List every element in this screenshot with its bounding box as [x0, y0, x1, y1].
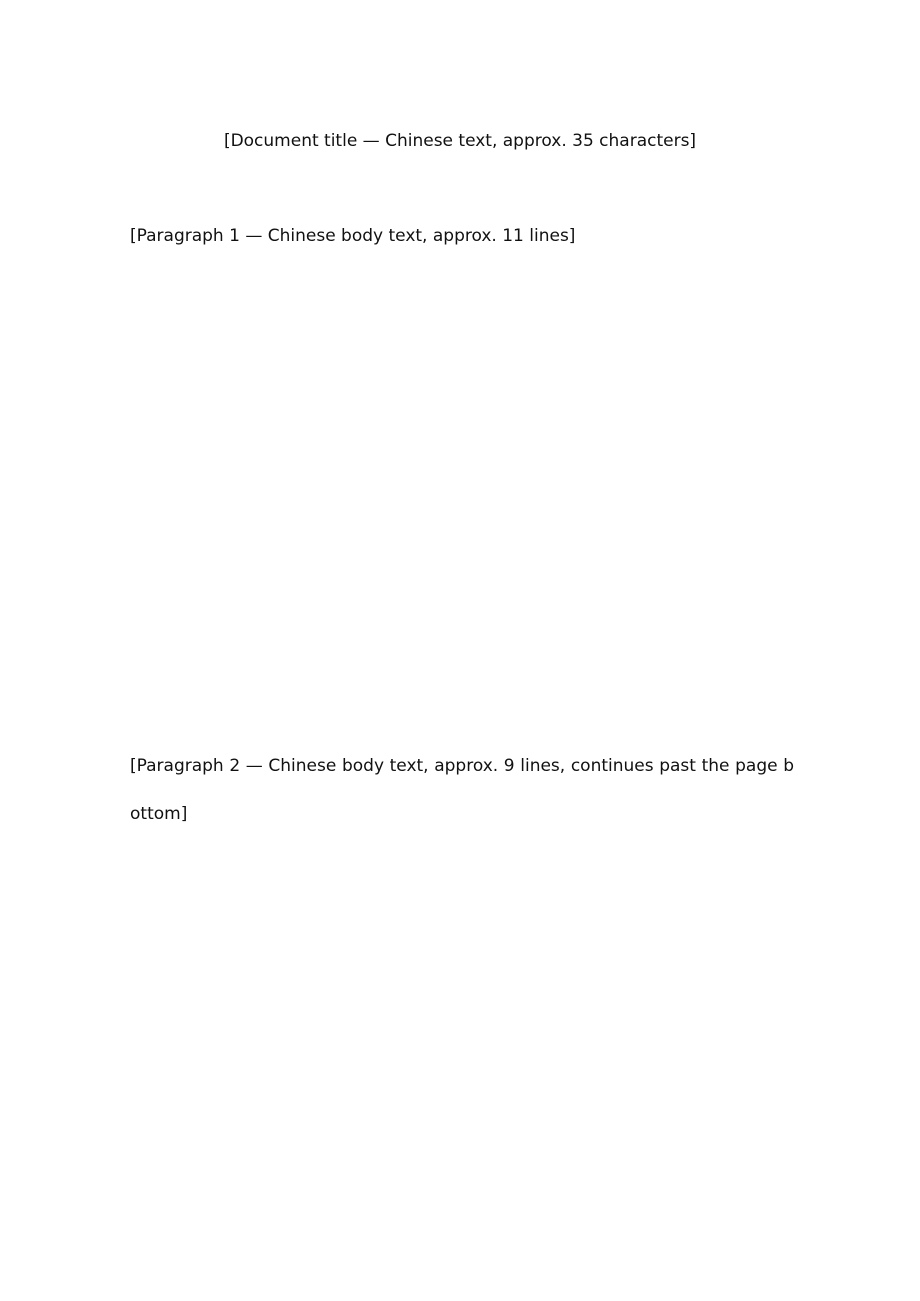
body-paragraph-2: [Paragraph 2 — Chinese body text, approx. 9 lines, continues past the page bottom]	[130, 756, 794, 825]
body-paragraph-1: [Paragraph 1 — Chinese body text, approx. 11 lines]	[130, 226, 576, 246]
document-title: [Document title — Chinese text, approx. 35 characters]	[223, 131, 697, 151]
